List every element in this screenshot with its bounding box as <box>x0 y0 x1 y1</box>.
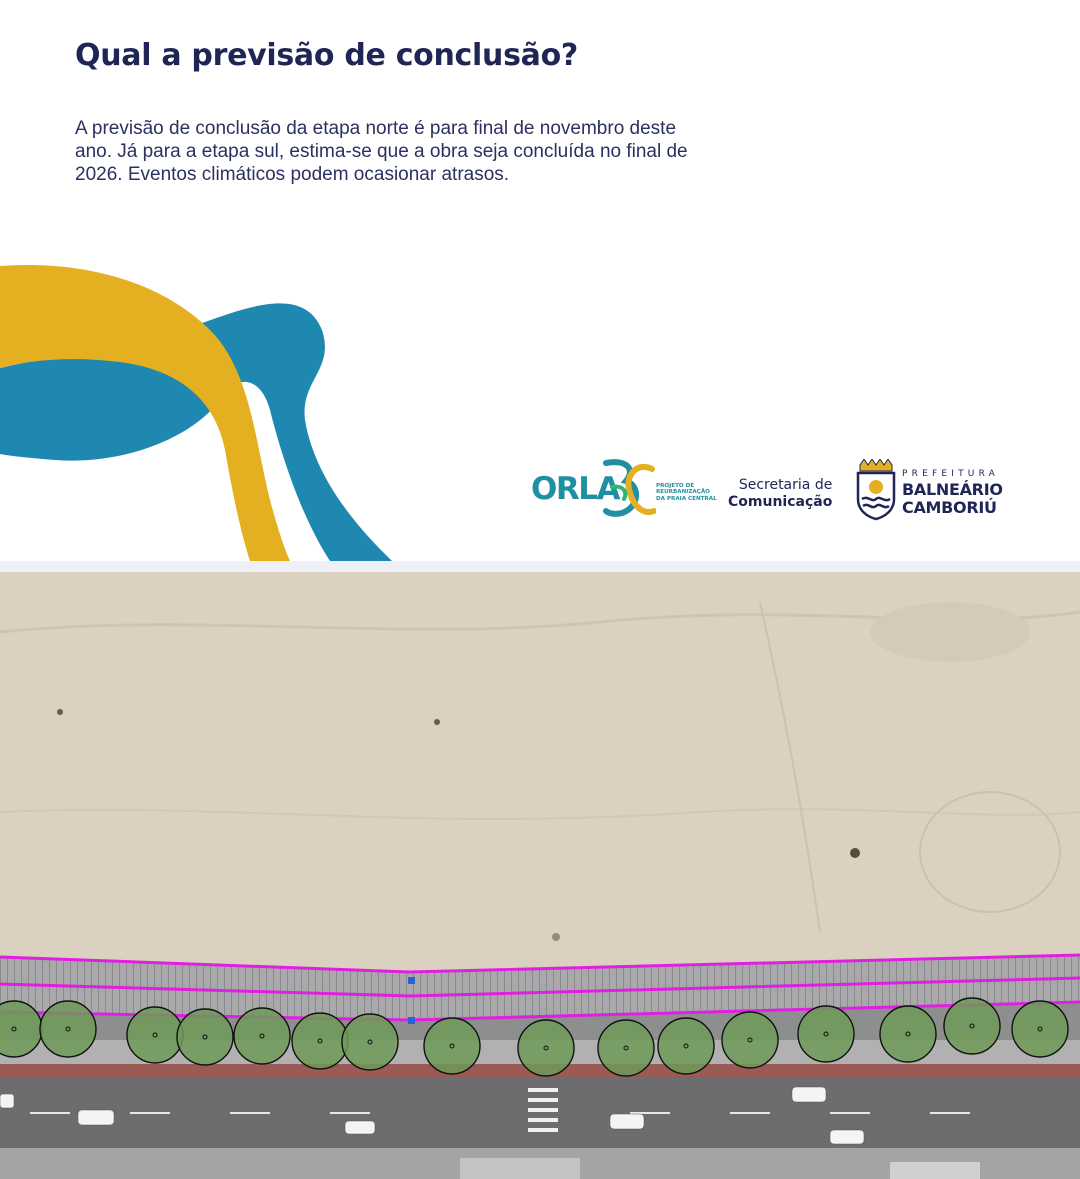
orla-logo-mark <box>600 457 656 523</box>
orla-subtitle: PROJETO DE REURBANIZAÇÃO DA PRAIA CENTRAL <box>656 483 717 502</box>
prefeitura-logo <box>854 459 1014 523</box>
page-title: Qual a previsão de conclusão? <box>75 38 578 73</box>
tree-marker-icon <box>177 1009 233 1065</box>
tree-marker-icon <box>424 1018 480 1074</box>
tree-marker-icon <box>658 1018 714 1074</box>
orla-wordmark: ORLA <box>531 471 619 507</box>
tree-marker-icon <box>798 1006 854 1062</box>
info-panel <box>0 0 1080 561</box>
tree-marker-icon <box>944 998 1000 1054</box>
tree-marker-icon <box>234 1008 290 1064</box>
wave-decoration <box>0 260 420 561</box>
tree-marker-icon <box>880 1006 936 1062</box>
tree-marker-icon <box>292 1013 348 1069</box>
city-crest-icon <box>854 459 898 521</box>
city-name: BALNEÁRIO CAMBORIÚ <box>902 480 1003 517</box>
tree-marker-icon <box>40 1001 96 1057</box>
tree-marker-icon <box>598 1020 654 1076</box>
section-divider <box>0 561 1080 572</box>
site-plan-image <box>0 572 1080 1179</box>
tree-marker-icon <box>1012 1001 1068 1057</box>
tree-marker-icon <box>127 1007 183 1063</box>
tree-marker-icon <box>722 1012 778 1068</box>
aerial-site-plan <box>0 572 1080 1179</box>
tree-marker-icon <box>518 1020 574 1076</box>
secom-logo: Secretaria de Comunicação <box>728 477 833 510</box>
prefeitura-label: PREFEITURA <box>902 469 1000 479</box>
tree-marker-icon <box>342 1014 398 1070</box>
orla-logo <box>528 455 718 525</box>
answer-text: A previsão de conclusão da etapa norte é para final de novembro deste ano. Já para a etapa sul, estima-se que a obra seja concluída no final de 2026. Eventos climáticos podem ocasionar atrasos. <box>75 118 688 185</box>
